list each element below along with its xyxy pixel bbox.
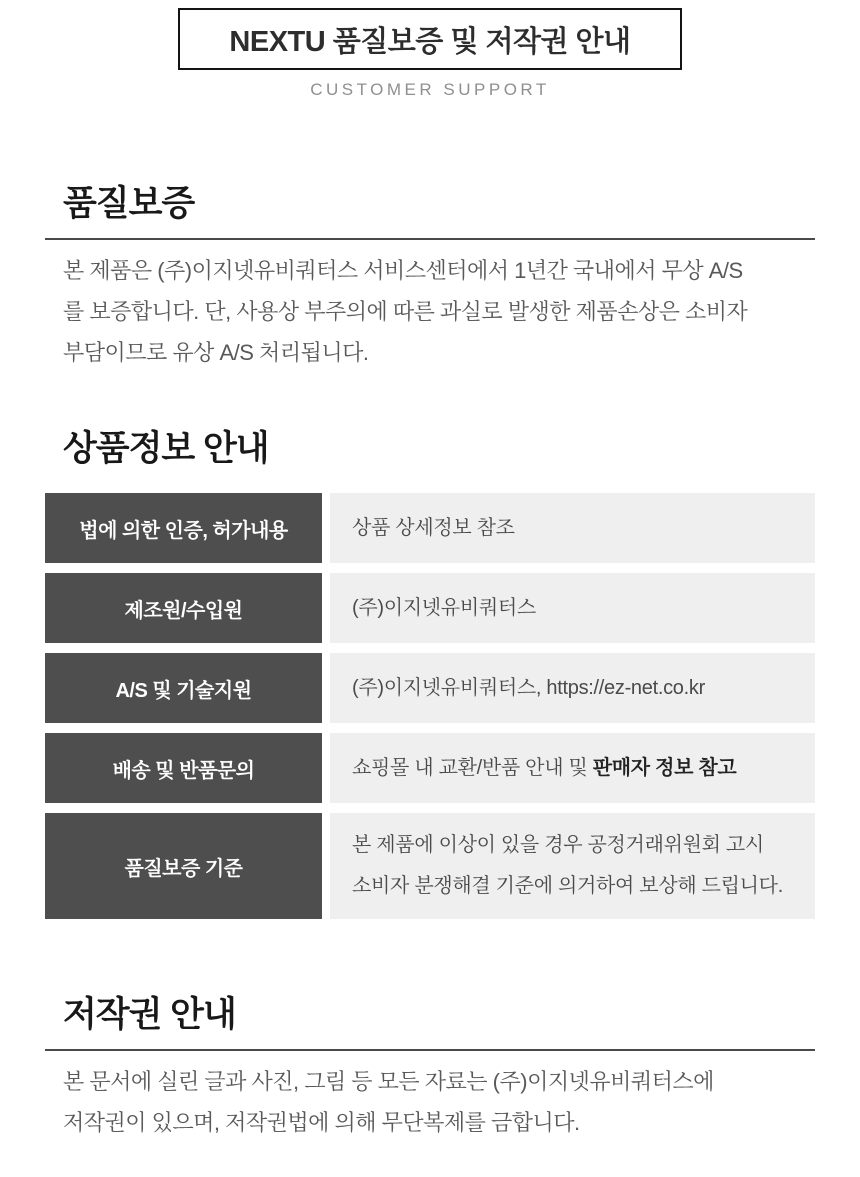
page-title: NEXTU 품질보증 및 저작권 안내 xyxy=(229,25,631,58)
table-row-value: 상품 상세정보 참조 xyxy=(330,493,815,563)
product-info-section-title: 상품정보 안내 xyxy=(63,429,269,468)
table-row-label: 배송 및 반품문의 xyxy=(45,733,322,803)
table-row-value: (주)이지넷유비쿼터스, https://ez-net.co.kr xyxy=(330,653,815,723)
table-row xyxy=(45,733,815,803)
copyright-section xyxy=(45,995,815,1143)
header-title-box xyxy=(178,8,682,70)
table-row xyxy=(45,573,815,643)
table-row xyxy=(45,653,815,723)
customer-support-subtitle: CUSTOMER SUPPORT xyxy=(310,80,550,99)
table-row xyxy=(45,813,815,919)
table-row-label: 품질보증 기준 xyxy=(45,813,322,919)
product-info-table xyxy=(45,493,815,919)
table-row-value: 본 제품에 이상이 있을 경우 공정거래위원회 고시 소비자 분쟁해결 기준에 의거하여 보상해 드립니다. xyxy=(330,813,815,919)
table-row-label: A/S 및 기술지원 xyxy=(45,653,322,723)
table-row xyxy=(45,493,815,563)
table-row-value: 쇼핑몰 내 교환/반품 안내 및 판매자 정보 참고 xyxy=(330,733,815,803)
product-info-section xyxy=(45,429,815,919)
copyright-divider xyxy=(45,1049,815,1051)
table-row-value: (주)이지넷유비쿼터스 xyxy=(330,573,815,643)
warranty-text: 본 제품은 (주)이지넷유비쿼터스 서비스센터에서 1년간 국내에서 무상 A/S 를 보증합니다. 단, 사용상 부주의에 따른 과실로 발생한 제품손상은 소비자 부담이므로 유상 A/S 처리됩니다. xyxy=(63,258,748,365)
table-row-label: 법에 의한 인증, 허가내용 xyxy=(45,493,322,563)
quality-copyright-notice-page xyxy=(0,8,860,1177)
warranty-section-title: 품질보증 xyxy=(63,184,195,223)
copyright-section-title: 저작권 안내 xyxy=(63,995,236,1034)
copyright-text: 본 문서에 실린 글과 사진, 그림 등 모든 자료는 (주)이지넷유비쿼터스에 저작권이 있으며, 저작권법에 의해 무단복제를 금합니다. xyxy=(63,1069,714,1135)
table-row-label: 제조원/수입원 xyxy=(45,573,322,643)
warranty-divider xyxy=(45,238,815,240)
page-content xyxy=(45,184,815,1143)
warranty-section xyxy=(45,184,815,373)
